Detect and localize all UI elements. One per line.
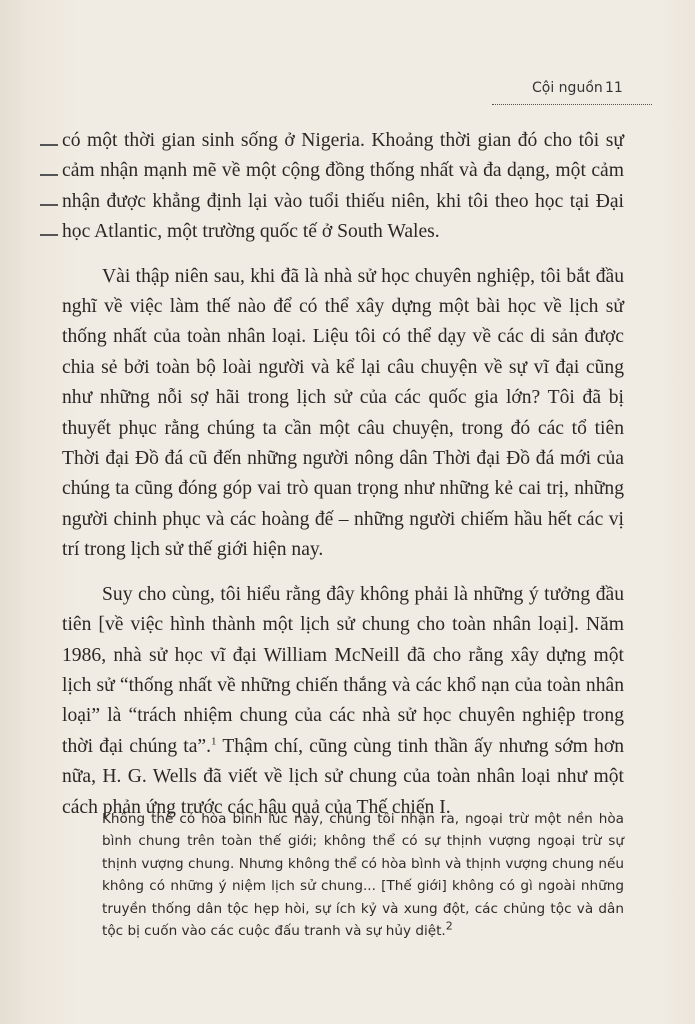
paragraph-1: có một thời gian sinh sống ở Nigeria. Khoảng thời gian đó cho tôi sự cảm nhận mạnh mẽ về một cộng đồng thống nhất và đa dạng, một cảm nhận được khẳng định lại vào tuổi thiếu niên, khi tôi theo học tại Đại học Atlantic, một trường quốc tế ở South Wales. [62, 130, 624, 243]
margin-mark [40, 174, 58, 176]
paragraph-3-part-a: Suy cho cùng, tôi hiểu rằng đây không phải là những ý tưởng đầu tiên [về việc hình thành một lịch sử chung cho toàn nhân loại]. Năm 1986, nhà sử học vĩ đại William McNeill đã cho rằng xây dựng một lịch sử “thống nhất về những chiến thắng và các khổ nạn của toàn nhân loại” là “trách nhiệm chung của các nhà sử học chuyên nghiệp trong thời đại chúng ta”. [62, 583, 624, 757]
margin-mark [40, 144, 58, 146]
paragraph-3-part-b: Thậm chí, cũng cùng tinh thần ấy nhưng sớm hơn nữa, H. G. Wells đã viết về lịch sử chung của toàn nhân loại như một cách phản ứng trước các hậu quả của Thế chiến I. [62, 735, 624, 818]
footnote-ref-2: 2 [445, 919, 453, 933]
body-text [62, 126, 624, 823]
paragraph-3 [62, 580, 624, 823]
margin-mark [40, 204, 58, 206]
paragraph-2: Vài thập niên sau, khi đã là nhà sử học chuyên nghiệp, tôi bắt đầu nghĩ về việc làm thế nào để có thể xây dựng một bài học về lịch sử thống nhất của toàn nhân loại. Liệu tôi có thể dạy về các di sản được chia sẻ bởi toàn bộ loài người và kể lại câu chuyện về sự vĩ đại cũng như những nỗi sợ hãi trong lịch sử của các quốc gia lớn? Tôi đã bị thuyết phục rằng chúng ta cần một câu chuyện, trong đó các tổ tiên Thời đại Đồ đá cũ đến những người nông dân Thời đại Đồ đá mới của chúng ta cũng đóng góp vai trò quan trọng như những kẻ cai trị, những người chinh phục và các hoàng đế – những người chiếm hầu hết các vị trí trong lịch sử thế giới hiện nay. [62, 265, 624, 561]
header-rule [492, 104, 652, 105]
footnote-ref-1: 1 [211, 735, 217, 748]
chapter-title: Cội nguồn [532, 80, 603, 96]
quote-body: Không thể có hòa bình lúc này, chúng tôi nhận ra, ngoại trừ một nền hòa bình chung trên toàn thế giới; không thể có sự thịnh vượng ngoại trừ sự thịnh vượng chung. Nhưng không thể có hòa bình và thịnh vượng chung nếu không có những ý niệm lịch sử chung... [Thế giới] không có gì ngoài những truyền thống dân tộc hẹp hòi, sự ích kỷ và xung đột, các chủng tộc và dân tộc bị cuốn vào các cuộc đấu tranh và sự hủy diệt. [102, 811, 624, 940]
quote-text [102, 808, 624, 942]
margin-mark [40, 234, 58, 236]
block-quote [102, 808, 624, 942]
page-number: 11 [605, 80, 623, 96]
